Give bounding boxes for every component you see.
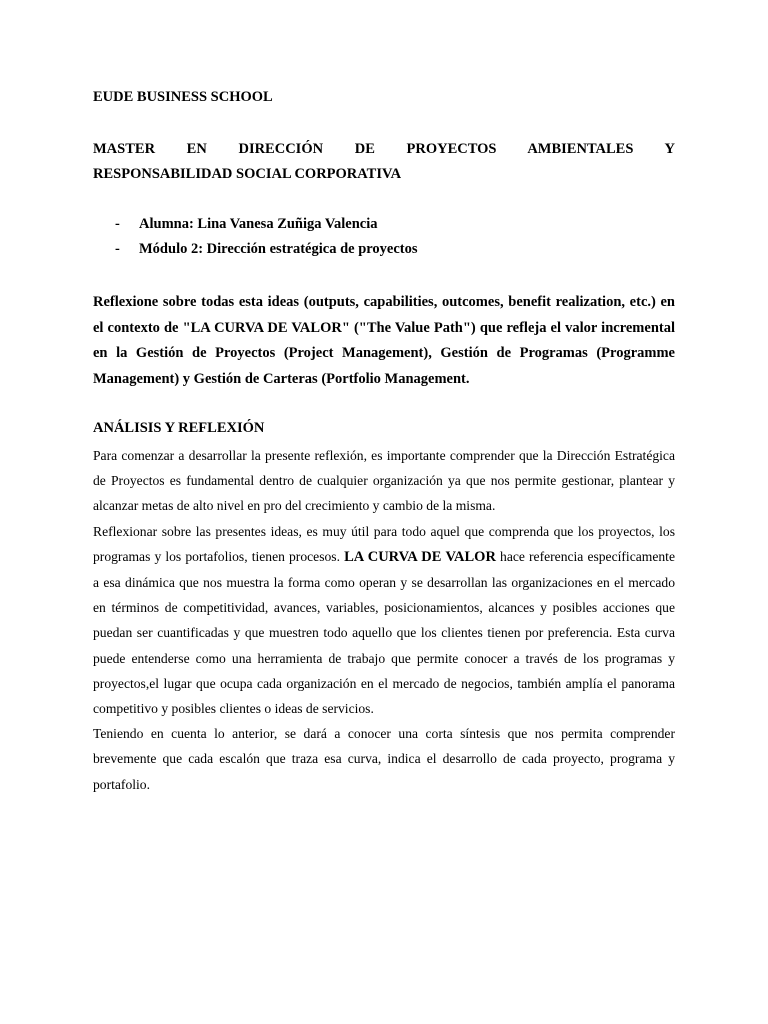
- list-item: [115, 212, 418, 237]
- paragraph-3: Teniendo en cuenta lo anterior, se dará a conocer una corta síntesis que nos permita comprender brevemente que cada escalón que traza esa curva, indica el desarrollo de cada proyecto, programa y portafolio.: [93, 726, 675, 792]
- assignment-prompt: Reflexione sobre todas esta ideas (outputs, capabilities, outcomes, benefit realization, etc.) en el contexto de "LA CURVA DE VALOR" ("The Value Path") que refleja el valor incremental en la Gestión de Proyectos (Project Management), Gestión de Programas (Programme Management) y Gestión de Carteras (Portfolio Management.: [93, 294, 675, 387]
- master-title: [93, 137, 675, 187]
- section-heading: ANÁLISIS Y REFLEXIÓN: [93, 420, 265, 436]
- list-dash: -: [115, 216, 120, 232]
- paragraph-2-start: Reflexionar sobre las presentes ideas, es muy útil para todo aquel que comprenda que los proyectos, los programas y los portafolios, tienen procesos.: [93, 523, 675, 564]
- paragraph-2: [93, 519, 675, 722]
- master-title-line-2: RESPONSABILIDAD SOCIAL CORPORATIVA: [93, 166, 402, 182]
- paragraph-2-end: hace referencia específicamente a esa dinámica que nos muestra la forma como operan y se desarrollan las organizaciones en el mercado en términos de competitividad, avances, variables, posicionamientos, alcances y posibles acciones que puedan ser cuantificadas y que muestren todo aquello que los clientes tienen por preferencia. Esta curva puede entenderse como una herramienta de trabajo que permite conocer a través de los programas y proyectos,el lugar que ocupa cada organización en el mercado de negocios, también amplía el panorama competitivo y posibles clientes o ideas de servicios.: [93, 548, 675, 717]
- school-name: EUDE BUSINESS SCHOOL: [93, 89, 273, 105]
- paragraph-1: Para comenzar a desarrollar la presente reflexión, es importante comprender que la Dirección Estratégica de Proyectos es fundamental dentro de cualquier organización ya que nos permite gestionar, plantear y alcanzar metas de alto nivel en pro del crecimiento y cambio de la misma.: [93, 448, 675, 514]
- student-name: Alumna: Lina Vanesa Zuñiga Valencia: [139, 216, 378, 232]
- master-title-line-1: MASTER EN DIRECCIÓN DE PROYECTOS AMBIENTALES Y: [93, 141, 675, 157]
- body-text: [93, 443, 675, 797]
- list-item: [115, 237, 418, 262]
- student-info-list: [115, 212, 418, 262]
- list-dash: -: [115, 241, 120, 257]
- curva-de-valor-highlight: LA CURVA DE VALOR: [344, 548, 496, 565]
- module-name: Módulo 2: Dirección estratégica de proyectos: [139, 241, 418, 257]
